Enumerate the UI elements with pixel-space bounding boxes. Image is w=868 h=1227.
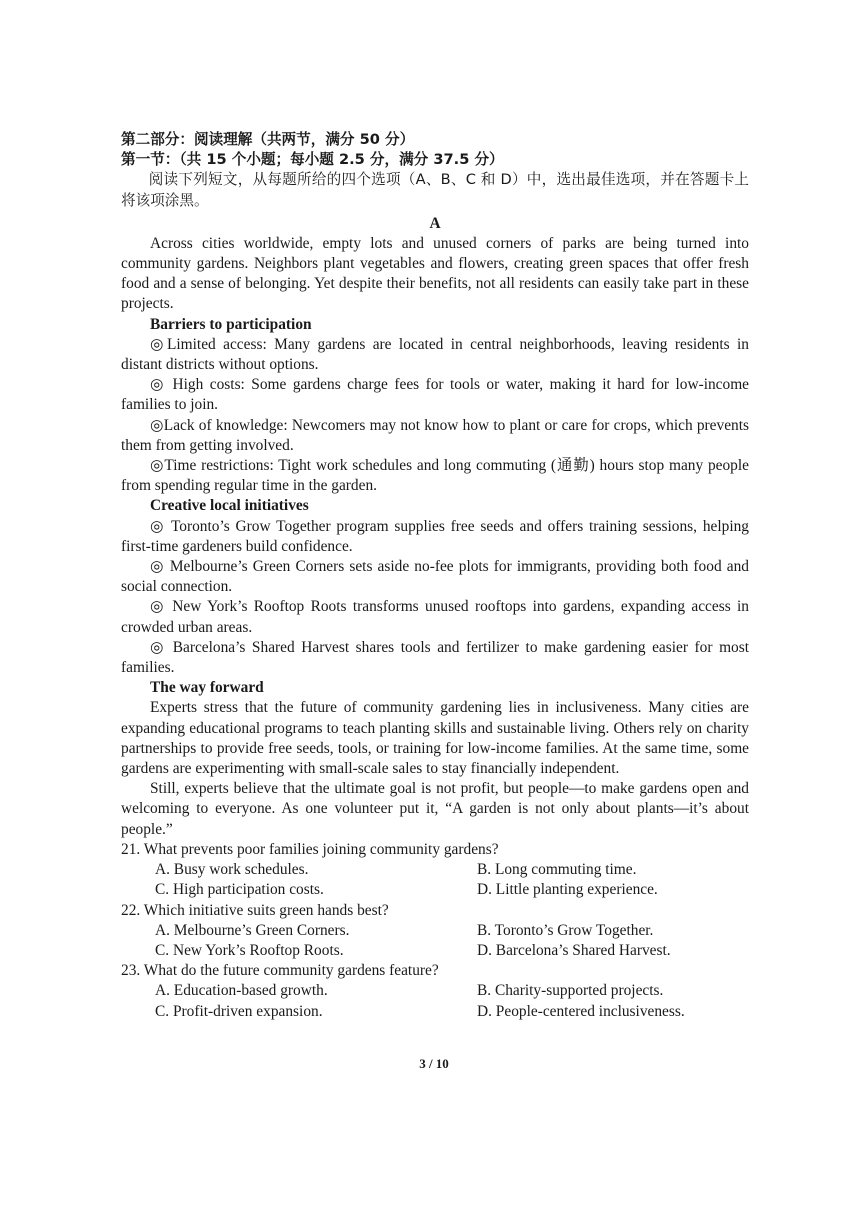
question-stem: 22. Which initiative suits green hands best? — [121, 901, 389, 919]
barrier-item-costs: ◎ High costs: Some gardens charge fees for tools or water, making it hard for low-income families to join. — [121, 376, 749, 414]
option-a: A. Busy work schedules. — [155, 861, 309, 879]
instruction-text: 阅读下列短文，从每题所给的四个选项（A、B、C 和 D）中，选出最佳选项，并在答题卡上将该项涂黑。 — [121, 171, 749, 209]
option-grid — [121, 921, 749, 961]
option-grid — [121, 981, 749, 1021]
question-stem: 21. What prevents poor families joining community gardens? — [121, 840, 499, 858]
option-a: A. Education-based growth. — [155, 982, 328, 1000]
question-21 — [121, 840, 749, 901]
barrier-item-access: ◎Limited access: Many gardens are located in central neighborhoods, leaving residents in distant districts without options. — [121, 335, 749, 374]
question-stem: 23. What do the future community gardens feature? — [121, 962, 439, 980]
passage-intro: Across cities worldwide, empty lots and unused corners of parks are being turned into community gardens. Neighbors plant vegetables and flowers, creating green spaces that offer fresh food and a sense of belonging. Yet despite their benefits, not all residents can easily take part in these projects. — [121, 234, 749, 313]
question-22 — [121, 901, 749, 962]
page-number: 3 / 10 — [419, 1056, 449, 1071]
initiative-item-new-york: ◎ New York’s Rooftop Roots transforms unused rooftops into gardens, expanding access in crowded urban areas. — [121, 598, 749, 636]
passage-title: A — [429, 214, 441, 232]
option-a: A. Melbourne’s Green Corners. — [155, 921, 350, 939]
barrier-item-time: ◎Time restrictions: Tight work schedules and long commuting (通勤) hours stop many people from spending regular time in the garden. — [121, 457, 749, 495]
initiative-item-toronto: ◎ Toronto’s Grow Together program supplies free seeds and offers training sessions, helping first-time gardeners build confidence. — [121, 517, 749, 555]
option-grid — [121, 860, 749, 900]
section-heading: 第一节：（共 15 个小题；每小题 2.5 分，满分 37.5 分） — [121, 151, 504, 169]
initiative-item-melbourne: ◎ Melbourne’s Green Corners sets aside no-fee plots for immigrants, providing both food and social connection. — [121, 558, 749, 596]
initiatives-heading: Creative local initiatives — [150, 497, 309, 515]
barrier-item-knowledge: ◎Lack of knowledge: Newcomers may not know how to plant or care for crops, which prevents them from getting involved. — [121, 416, 749, 454]
barriers-heading: Barriers to participation — [150, 315, 312, 333]
forward-paragraph-2: Still, experts believe that the ultimate goal is not profit, but people—to make gardens open and welcoming to everyone. As one volunteer put it, “A garden is not only about plants—it’s about people.” — [121, 780, 749, 838]
option-d: D. Little planting experience. — [477, 881, 658, 899]
option-d: D. Barcelona’s Shared Harvest. — [477, 941, 671, 959]
question-23 — [121, 961, 749, 1022]
forward-heading: The way forward — [150, 679, 264, 697]
option-d: D. People-centered inclusiveness. — [477, 1002, 685, 1020]
exam-page — [121, 130, 749, 1022]
option-c: C. New York’s Rooftop Roots. — [155, 941, 344, 959]
forward-paragraph-1: Experts stress that the future of community gardening lies in inclusiveness. Many cities are expanding educational programs to teach planting skills and sustainable living. Others rely on charity partnerships to provide free seeds, tools, or training for low-income families. At the same time, some gardens are experimenting with small-scale sales to stay financially independent. — [121, 699, 749, 778]
option-c: C. Profit-driven expansion. — [155, 1002, 323, 1020]
option-b: B. Charity-supported projects. — [477, 982, 664, 1000]
option-b: B. Long commuting time. — [477, 861, 637, 879]
option-b: B. Toronto’s Grow Together. — [477, 921, 654, 939]
part-heading: 第二部分：阅读理解（共两节，满分 50 分） — [121, 131, 415, 148]
option-c: C. High participation costs. — [155, 881, 324, 899]
initiative-item-barcelona: ◎ Barcelona’s Shared Harvest shares tools and fertilizer to make gardening easier for most families. — [121, 638, 749, 677]
